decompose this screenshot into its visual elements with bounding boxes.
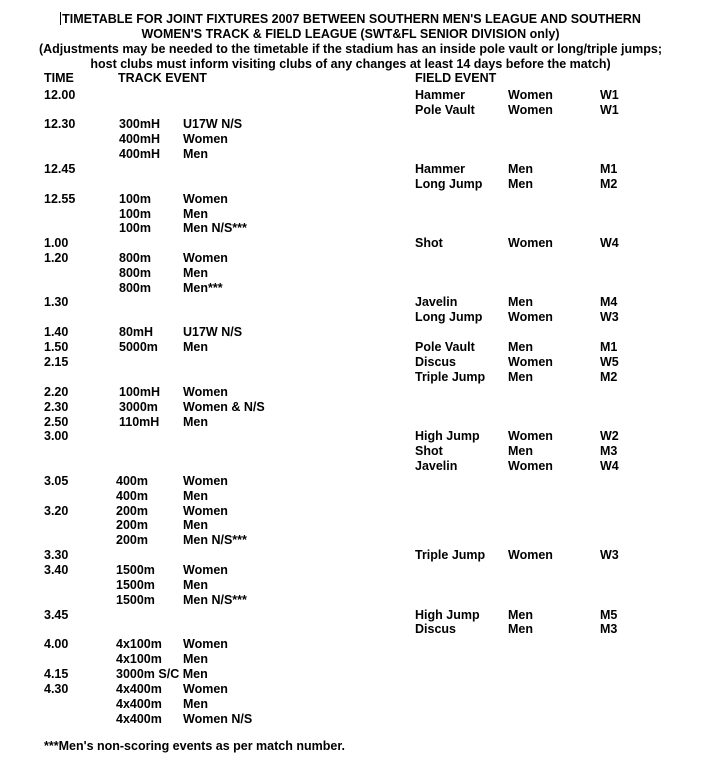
track-group-cell: Women N/S bbox=[183, 712, 253, 726]
field-event-cell: Pole Vault bbox=[415, 340, 475, 354]
field-code-cell: M1 bbox=[600, 162, 618, 176]
track-group-cell: Women bbox=[183, 563, 228, 577]
track-event-cell: 400mH bbox=[119, 132, 160, 146]
time-cell: 1.50 bbox=[44, 340, 69, 354]
track-group-cell: Women & N/S bbox=[183, 400, 265, 414]
field-group-cell: Women bbox=[508, 355, 553, 369]
track-event-cell: 800m bbox=[119, 251, 151, 265]
field-code-cell: W1 bbox=[600, 88, 619, 102]
time-cell: 3.00 bbox=[44, 429, 69, 443]
field-code-cell: M4 bbox=[600, 295, 618, 309]
field-group-cell: Men bbox=[508, 370, 533, 384]
track-event-cell: 100m bbox=[119, 221, 151, 235]
field-event-cell: Discus bbox=[415, 355, 456, 369]
field-code-cell: M5 bbox=[600, 608, 618, 622]
track-event-cell: 200m bbox=[116, 518, 148, 532]
field-group-cell: Men bbox=[508, 608, 533, 622]
track-group-cell: Women bbox=[183, 385, 228, 399]
track-group-cell: Women bbox=[183, 251, 228, 265]
field-event-cell: Long Jump bbox=[415, 310, 483, 324]
track-group-cell: Men N/S*** bbox=[183, 593, 247, 607]
field-event-cell: Javelin bbox=[415, 295, 458, 309]
time-cell: 3.20 bbox=[44, 504, 69, 518]
track-event-cell: 200m bbox=[116, 533, 148, 547]
track-event-header: TRACK EVENT bbox=[118, 71, 207, 85]
field-group-cell: Women bbox=[508, 310, 553, 324]
track-event-cell: 100m bbox=[119, 192, 151, 206]
title-line-4: host clubs must inform visiting clubs of any changes at least 14 days before the match) bbox=[90, 57, 611, 71]
track-event-cell: 400mH bbox=[119, 147, 160, 161]
field-group-cell: Men bbox=[508, 162, 533, 176]
track-event-cell: 800m bbox=[119, 281, 151, 295]
field-group-cell: Women bbox=[508, 429, 553, 443]
track-group-cell: U17W N/S bbox=[183, 325, 243, 339]
time-cell: 12.45 bbox=[44, 162, 76, 176]
track-group-cell: Men bbox=[183, 147, 208, 161]
field-event-cell: Hammer bbox=[415, 88, 466, 102]
field-group-cell: Men bbox=[508, 177, 533, 191]
field-code-cell: W3 bbox=[600, 310, 619, 324]
time-cell: 3.05 bbox=[44, 474, 69, 488]
field-event-cell: High Jump bbox=[415, 608, 480, 622]
field-event-header: FIELD EVENT bbox=[415, 71, 497, 85]
field-event-cell: Shot bbox=[415, 444, 443, 458]
track-group-cell: Men bbox=[183, 489, 208, 503]
track-group-cell: Men bbox=[183, 415, 208, 429]
field-event-cell: Triple Jump bbox=[415, 548, 486, 562]
track-event-cell: 80mH bbox=[119, 325, 154, 339]
time-cell: 1.30 bbox=[44, 295, 69, 309]
track-group-cell: Women bbox=[183, 637, 228, 651]
time-cell: 2.15 bbox=[44, 355, 69, 369]
track-event-cell: 110mH bbox=[119, 415, 160, 429]
track-group-cell: Women bbox=[183, 474, 228, 488]
track-group-cell: Men bbox=[183, 266, 208, 280]
field-event-cell: Hammer bbox=[415, 162, 466, 176]
track-event-cell: 3000m bbox=[119, 400, 158, 414]
track-event-cell: 400m bbox=[116, 474, 148, 488]
time-cell: 2.50 bbox=[44, 415, 69, 429]
time-cell: 3.45 bbox=[44, 608, 69, 622]
text-cursor bbox=[60, 12, 61, 25]
track-event-cell: 4x400m bbox=[116, 682, 162, 696]
field-group-cell: Men bbox=[508, 295, 533, 309]
track-group-cell: Men bbox=[183, 652, 208, 666]
track-group-cell: Women bbox=[183, 192, 228, 206]
track-group-cell: Men bbox=[183, 518, 208, 532]
title-line-2: WOMEN'S TRACK & FIELD LEAGUE (SWT&FL SENIOR DIVISION only) bbox=[141, 27, 560, 41]
time-cell: 2.30 bbox=[44, 400, 69, 414]
title-line-3: (Adjustments may be needed to the timetable if the stadium has an inside pole vault or long/triple jumps; bbox=[38, 42, 662, 56]
field-code-cell: W2 bbox=[600, 429, 619, 443]
track-group-cell: Women bbox=[183, 132, 228, 146]
track-group-cell: Men*** bbox=[183, 281, 223, 295]
field-group-cell: Men bbox=[508, 622, 533, 636]
field-event-cell: Pole Vault bbox=[415, 103, 475, 117]
track-event-cell: 100mH bbox=[119, 385, 160, 399]
field-code-cell: M3 bbox=[600, 444, 618, 458]
time-cell: 12.30 bbox=[44, 117, 76, 131]
track-event-cell: 100m bbox=[119, 207, 151, 221]
track-group-cell: Men N/S*** bbox=[183, 533, 247, 547]
track-event-cell: 3000m S/C Men bbox=[116, 667, 208, 681]
track-event-cell: 4x400m bbox=[116, 697, 162, 711]
field-code-cell: M2 bbox=[600, 177, 618, 191]
track-event-cell: 300mH bbox=[119, 117, 160, 131]
track-event-cell: 800m bbox=[119, 266, 151, 280]
track-event-cell: 1500m bbox=[116, 593, 155, 607]
time-cell: 1.00 bbox=[44, 236, 69, 250]
time-cell: 3.30 bbox=[44, 548, 69, 562]
field-code-cell: M1 bbox=[600, 340, 618, 354]
track-group-cell: Men bbox=[183, 697, 208, 711]
track-group-cell: Women bbox=[183, 504, 228, 518]
track-group-cell: Men bbox=[183, 578, 208, 592]
time-header: TIME bbox=[44, 71, 74, 85]
track-group-cell: U17W N/S bbox=[183, 117, 243, 131]
field-code-cell: W4 bbox=[600, 459, 619, 473]
track-event-cell: 4x400m bbox=[116, 712, 162, 726]
time-cell: 1.20 bbox=[44, 251, 69, 265]
field-code-cell: M2 bbox=[600, 370, 618, 384]
field-event-cell: Shot bbox=[415, 236, 443, 250]
time-cell: 4.00 bbox=[44, 637, 69, 651]
field-group-cell: Women bbox=[508, 459, 553, 473]
track-event-cell: 4x100m bbox=[116, 637, 162, 651]
field-group-cell: Women bbox=[508, 88, 553, 102]
field-group-cell: Men bbox=[508, 340, 533, 354]
track-event-cell: 5000m bbox=[119, 340, 158, 354]
field-event-cell: Triple Jump bbox=[415, 370, 486, 384]
field-code-cell: M3 bbox=[600, 622, 618, 636]
field-code-cell: W3 bbox=[600, 548, 619, 562]
field-code-cell: W4 bbox=[600, 236, 619, 250]
track-group-cell: Women bbox=[183, 682, 228, 696]
time-cell: 2.20 bbox=[44, 385, 69, 399]
time-cell: 1.40 bbox=[44, 325, 69, 339]
track-group-cell: Men bbox=[183, 340, 208, 354]
footnote: ***Men's non-scoring events as per match number. bbox=[44, 739, 345, 753]
time-cell: 4.30 bbox=[44, 682, 69, 696]
field-group-cell: Women bbox=[508, 236, 553, 250]
track-event-cell: 1500m bbox=[116, 578, 155, 592]
title-line-1: TIMETABLE FOR JOINT FIXTURES 2007 BETWEEN SOUTHERN MEN'S LEAGUE AND SOUTHERN bbox=[62, 12, 641, 26]
track-group-cell: Men bbox=[183, 207, 208, 221]
time-cell: 12.55 bbox=[44, 192, 76, 206]
time-cell: 4.15 bbox=[44, 667, 69, 681]
track-group-cell: Men N/S*** bbox=[183, 221, 247, 235]
field-group-cell: Men bbox=[508, 444, 533, 458]
track-event-cell: 400m bbox=[116, 489, 148, 503]
field-group-cell: Women bbox=[508, 548, 553, 562]
track-event-cell: 1500m bbox=[116, 563, 155, 577]
field-event-cell: Discus bbox=[415, 622, 456, 636]
time-cell: 3.40 bbox=[44, 563, 69, 577]
field-code-cell: W1 bbox=[600, 103, 619, 117]
field-event-cell: Javelin bbox=[415, 459, 458, 473]
track-event-cell: 4x100m bbox=[116, 652, 162, 666]
field-group-cell: Women bbox=[508, 103, 553, 117]
track-event-cell: 200m bbox=[116, 504, 148, 518]
field-code-cell: W5 bbox=[600, 355, 619, 369]
field-event-cell: Long Jump bbox=[415, 177, 483, 191]
field-event-cell: High Jump bbox=[415, 429, 480, 443]
time-cell: 12.00 bbox=[44, 88, 76, 102]
